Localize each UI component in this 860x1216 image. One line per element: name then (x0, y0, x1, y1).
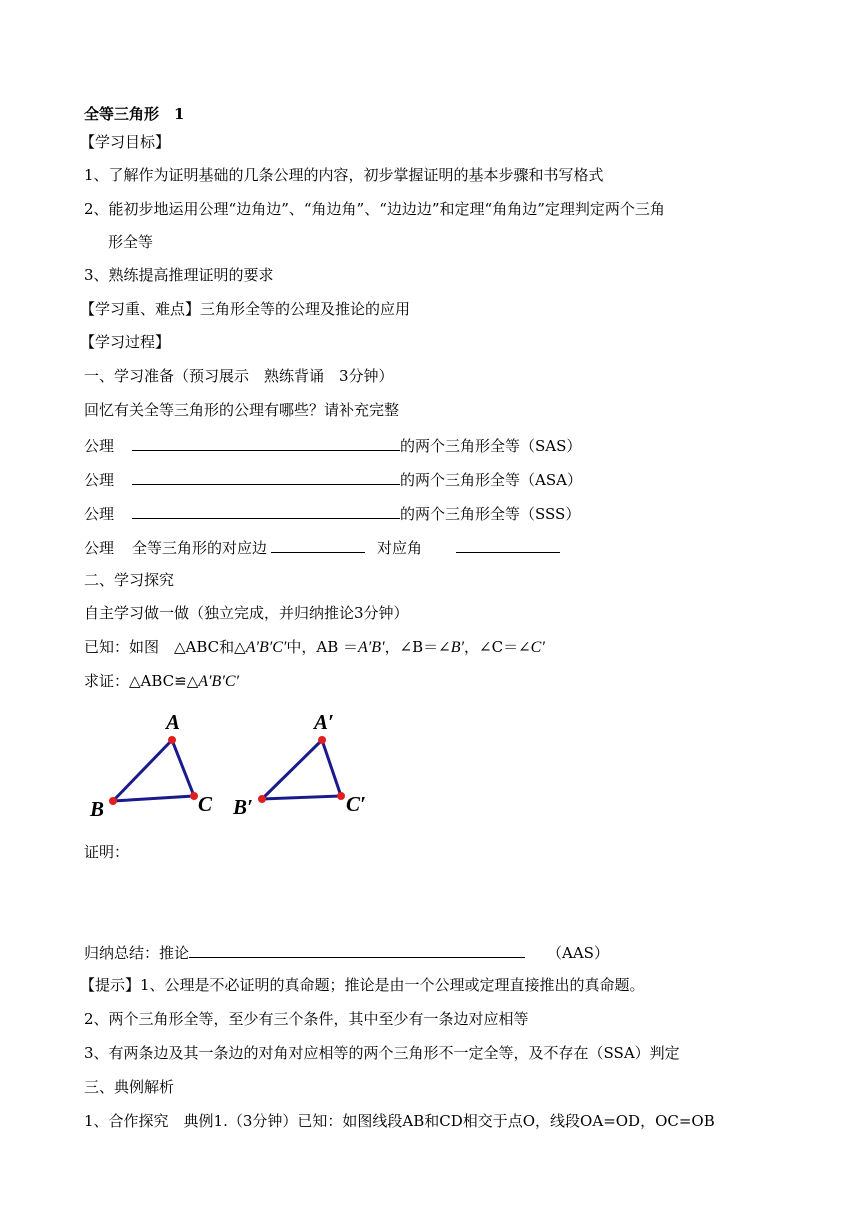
objective-3: 3、熟练提高推理证明的要求 (84, 266, 274, 284)
triangle-a2b2c2-outline (262, 740, 341, 799)
summary-blank[interactable] (189, 941, 525, 958)
doc-title: 全等三角形 1 (84, 105, 185, 123)
triangles-figure (0, 700, 400, 830)
given-triangle: A′B′C′ (245, 639, 287, 656)
given-mid2: ，∠B＝∠ (384, 638, 451, 656)
recall-prompt: 回忆有关全等三角形的公理有哪些？请补充完整 (84, 401, 400, 419)
corresponding-angles-blank[interactable] (456, 536, 560, 553)
vertex-c-prime (337, 792, 345, 800)
process-header: 【学习过程】 (80, 333, 171, 351)
summary-suffix: （AAS） (547, 944, 609, 962)
prove-triangle: A′B′C′ (198, 673, 239, 690)
tip-2: 2、两个三角形全等，至少有三个条件，其中至少有一条边对应相等 (84, 1010, 529, 1028)
tip-1: 【提示】1、公理是不必证明的真命题；推论是由一个公理或定理直接推出的真命题。 (80, 976, 645, 994)
prove-prefix: 求证：△ABC≌△ (84, 672, 199, 690)
axiom-corresponding-sides: 全等三角形的对应边 (132, 539, 268, 557)
axiom-sss-blank[interactable] (132, 502, 400, 519)
prove-statement (84, 671, 239, 692)
label-a-prime: A′ (314, 710, 334, 734)
label-a: A (166, 710, 181, 734)
triangle-abc (89, 710, 213, 821)
axiom-label: 公理 (84, 471, 115, 489)
objective-2-cont: 形全等 (108, 233, 154, 251)
self-study-prompt: 自主学习做一做（独立完成，并归纳推论3分钟） (84, 604, 409, 622)
given-statement (84, 637, 545, 658)
vertex-c (190, 792, 198, 800)
corresponding-sides-blank[interactable] (271, 536, 365, 553)
axiom-suffix: 的两个三角形全等（SSS） (400, 505, 581, 523)
given-prefix: 已知：如图 △ABC和△ (84, 638, 246, 656)
key-points: 【学习重、难点】三角形全等的公理及推论的应用 (80, 300, 411, 318)
triangle-abc-outline (113, 740, 194, 801)
given-mid3: ，∠C＝∠ (464, 638, 531, 656)
given-angle-c: C′ (530, 639, 545, 656)
vertex-b-prime (258, 795, 266, 803)
given-angle-b: B′ (450, 639, 465, 656)
triangle-a2b2c2 (232, 710, 366, 819)
label-b-prime: B′ (233, 795, 253, 819)
axiom-sss (84, 502, 580, 524)
vertex-a (168, 736, 176, 744)
vertex-b (109, 797, 117, 805)
axiom-sas-blank[interactable] (132, 434, 400, 451)
objective-2: 2、能初步地运用公理“边角边”、“角边角”、“边边边”和定理“角角边”定理判定两个三角 (84, 200, 665, 218)
summary-line (84, 941, 609, 963)
axiom-corresponding (84, 536, 560, 558)
section-2-heading: 二、学习探究 (84, 571, 175, 589)
axiom-sas (84, 434, 581, 456)
axiom-suffix: 的两个三角形全等（ASA） (400, 471, 582, 489)
axiom-corresponding-angles: 对应角 (377, 539, 423, 557)
axiom-label: 公理 (84, 505, 115, 523)
proof-label: 证明： (84, 843, 130, 861)
objective-1: 1、了解作为证明基础的几条公理的内容，初步掌握证明的基本步骤和书写格式 (84, 166, 604, 184)
axiom-suffix: 的两个三角形全等（SAS） (400, 437, 582, 455)
axiom-label: 公理 (84, 437, 115, 455)
section-1-heading: 一、学习准备（预习展示 熟练背诵 3分钟） (84, 367, 394, 385)
tip-3: 3、有两条边及其一条边的对角对应相等的两个三角形不一定全等，及不存在（SSA）判定 (84, 1044, 680, 1062)
example-1: 1、合作探究 典例1.（3分钟）已知：如图线段AB和CD相交于点O，线段OA=OD，OC=OB (84, 1112, 715, 1130)
label-b: B (90, 797, 105, 821)
axiom-asa-blank[interactable] (132, 468, 400, 485)
given-side: A′B′ (358, 639, 385, 656)
label-c: C (198, 792, 213, 816)
given-mid1: 中，AB ＝ (286, 638, 359, 656)
objectives-header: 【学习目标】 (80, 133, 171, 151)
summary-prefix: 归纳总结：推论 (84, 944, 190, 962)
axiom-asa (84, 468, 582, 490)
section-3-heading: 三、典例解析 (84, 1078, 175, 1096)
axiom-label: 公理 (84, 539, 115, 557)
vertex-a-prime (318, 736, 326, 744)
label-c-prime: C′ (346, 792, 366, 816)
